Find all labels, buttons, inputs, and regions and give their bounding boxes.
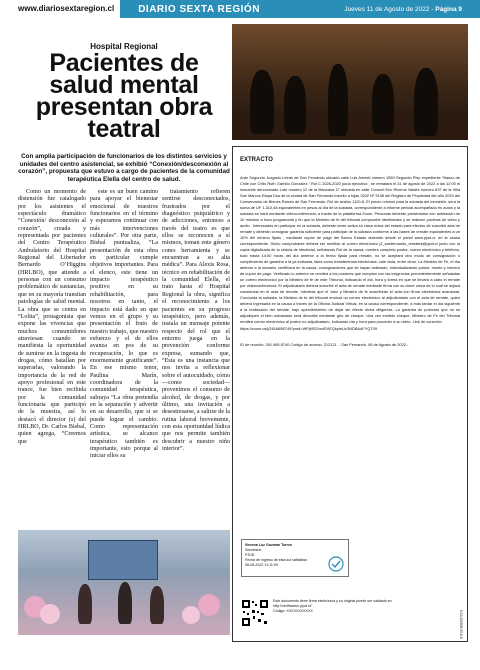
article-kicker: Hospital Regional <box>90 42 158 51</box>
validation-text: Este documento tiene firma electrónica y su original puede ser validado en <box>273 599 392 603</box>
signature-date: 08-08-2022 11:11:09 <box>245 563 278 567</box>
electronic-signature-box <box>241 539 349 577</box>
section-name: DIARIO SEXTA REGIÓN <box>138 3 260 15</box>
theater-performance-photo <box>232 24 468 140</box>
notice-body: Ante Segundo Juzgado Letras de San Fernando ubicado calle Luis Amesti número 1550 Segundo Piso expediente “Banco de Chile con Celis Ruth Garrido Gonzalez ” Rol C-1026-2020 juicio ejecutivo , se rematará el 31 de agosto de 2022 a las 12:00 el inmueble denominado Lote número 12 de la Manzana 17 ubicada en calle Coronel Eric Riveros Valdés número 837 de la Villa San Marcos Etapa Dos de la ciudad de San Fernando inscrito a fojas 3202 Nº 3158 del Registro de Propiedad del año 2019 del Conservador de Bienes Raíces de San Fernando. Rol de avalúo 1120-6. El precio mínimo para la subasta del inmueble, será la suma de UF 1.310,48 equivalentes en pesos al día de la subasta, correspondiente a informe pericial acompañado en autos y la subasta se hará mediante videoconferencia, a través de la plataforma Zoom. Personas deberán presentarse con antelación de 10 minutos a hora programada y fin que la Ministro de fe del tribunal compruebe identidades y se realicen pruebas de video y audio . Interesados en participar en la subasta, deberán tener activa su clave única del estado para efectos de suscribir acta de remate y deberán consignar garantía suficiente para participar de la subasta conforme a las bases de remate equivalentes a un 10% del mínimo fijado , mediante cupón de pago del Banco Estado obtenido desde el portal www.pjud.cl, en la causa correspondiente. Dicho comprobante deberá ser remitido al correo electrónico j2_sanfernando_remates@pjud.cl junto con la copia digitalizada de la cédula de identidad, señalando Rol de la causa, nombre completo postor, correo electrónico y teléfono, todo hasta 14:00 horas del día anterior a la fecha fijada para remate, no se aceptará otro modo de consignación o cumplimiento de garantía a la ya indicada, tales como transferencia electrónica, vale vista, entre otros. La Ministro de Fe, el día anterior a la subasta, certificará en la causa, consignaciones que se hayan realizado, individualizando postor, monto y número de cupón de pago. Verificado lo anterior se remitirá a los postores que cumplan con las exigencias precedentemente señaladas un correo electrónico por la Ministro de fe de este Tribunal, indicando el día, hora y forma en que se llevará a cabo el remate por videoconferencia. El adjudicatario deberá suscribir el acta de remate mediante firma con su clave única de lo cual se dejará constancia en el acta de remate, mientras que el Juez y Ministro de fe suscribirán el acta con firma electrónica avanzada. Concluida la subasta, la Ministro de fe del tribunal enviará un correo electrónico al adjudicatario con el acta de remate, quien deberá ingresarla en la causa a través de la Oficina Judicial Virtual, en la causa correspondiente, a más tardar el día siguiente a la realización del remate, bajo apercibimiento de dejar sin efecto dicha diligencia. La garantía de postores que no se adjudiquen el bien subastado será devuelta mediante giro de cheque. Una vez emitido cheque, Ministro de Fe del Tribunal remitirá correo electrónico al postor no adjudicatario, indicando día y hora para proceder a su retiro. Link de conexión <box>240 175 460 324</box>
article-column: este es un buen camino para apoyar el bienestar emocional de nuestros funcionarios en el término y esperamos continuar con más intervenciones culturales”. Por otra parte, Bisbal puntualiza, “La presentación de esta obra en particular cumple objetivos importantes. Para el elenco, este tiene un impacto terapéutico positivo en su rehabilitación, para nosotros en tanto, el impacto está dado en que vemos en el grupo y su presentación el fruto de nuestro trabajo, que nuestro esfuerzo y el de ellos avanza en pos de su recuperación, lo que es enormemente gratificante”. En ese mismo tenor, Paulina Marín, coordinadora de la comunidad terapéutica, subraya “La obra pretendía en la separación y advertir en su desarrollo, que si se puede lograr el cambio. Como representación artística, se alcance terapéutico también es importante, esto porque al iniciar ellos su <box>90 189 158 460</box>
notice-title: EXTRACTO <box>240 157 273 163</box>
document-side-id: V-10-220809-05-8-8 <box>459 610 463 639</box>
balloon-decoration <box>198 594 220 616</box>
performer-figure <box>78 584 92 624</box>
notice-footer: ID de reunión: 261 665 8740 Código de acceso: 212121 .- San Fernando, 08 de Agosto de 2022.- <box>240 342 409 347</box>
article-column: tratamiento refieren sentirse desconectados, frustrados por el diagnóstico psiquiátrico y de adicciones, entonces a través del teatro es que ellos se reconocen a sí mismos, toman ente género como herramienta y se encuentran a su alta médica”. Para Alexis Rosa, técnico en rehabilitación de la comunidad Elella, el trato hasta el Hospital Regional la obra, significa el reconocimiento a los pacientes en su progreso terapéutico, pero además, instala un mensaje potente respecto del rol que el entorno juega en la prevención conforme expresa, sumando que, “Esta es una instancia que nos invita a reflexionar sobre el autocuidado, cómo —como sociedad— prevenimos el consumo de alcohol, de drogas, y por último, una invitación a desestresarse, a salirse de la rutina laboral brevemente, con esta oportunidad lúdica que nos permite también descubrir a nuestro niño interior”. <box>162 189 230 453</box>
page-number: Página 9 <box>435 5 462 13</box>
performer-figure <box>250 70 274 134</box>
qr-code-icon[interactable] <box>241 599 269 627</box>
validation-code: Código: XXXXXXXXXXX <box>273 609 313 613</box>
balloon-decoration <box>40 604 60 624</box>
zoom-link[interactable]: https://zoom.us/j/2616658749?pwd=WFjMS2hxdDVEQkpIeUc3NDB4clFYQT09 <box>240 326 377 331</box>
performer-figure <box>414 68 438 136</box>
digital-validation <box>241 599 459 627</box>
article-headline: Pacientes de salud mental presentan obra teatral <box>35 49 213 143</box>
legal-notice-box <box>232 146 468 642</box>
performer-figure <box>150 586 164 624</box>
signature-seal-icon <box>328 556 344 572</box>
article-body <box>18 189 230 529</box>
performer-figure <box>372 74 394 134</box>
performer-figure <box>118 582 132 624</box>
signer-name: Ximena Luz Guzmán Torres <box>245 543 293 547</box>
balloon-decoration <box>182 606 200 624</box>
article-column: Como un momento de distensión fue catalogado por los asistentes el espectáculo dramático “Conexión/ desconexión al corazón”, creada y representada por pacientes del Centro Terapéutico Ambulatorio del Hospital Regional del Libertador Bernardo O’Higgins (HRLBO), que atiende a personas con un consumo problemático de sustancias, que en su mayoría transitan patologías de salud mental. La obra que se centra en “Lolita”, protagonista que expone las vivencias que muchos consumidores atraviesan cuando se manifiesta la oportunidad de sumirse en la ingesta de drogas, cómo batallan por superarlas, valorando la importancia de la red de apoyo profesional en este trance, fue bien recibida por la comunidad funcionaria que participó de la muestra, así lo destacó el director (s) del HRLBO, Dr. Carlos Bisbal, quien agrega, “Creemos que <box>18 189 86 445</box>
issue-date: Jueves 11 de Agosto de 2022 - Página 9 <box>344 5 462 13</box>
article-deck: Con amplia participación de funcionarios de los distintos servicios y unidades del centro asistencial, se exhibió “Conexión/desconexión al corazón”, propuesta que estuvo a cargo de pacientes de la comunidad terapéutica Elella del centro de salud. <box>18 153 230 183</box>
projection-screen <box>88 540 158 580</box>
audience-stage-photo <box>18 530 230 635</box>
signature-date-line: Fecha de ingreso de esta sol satisfaba: <box>245 558 308 562</box>
signer-org: PJUD <box>245 553 255 557</box>
signer-role: Secretario <box>245 548 262 552</box>
performer-figure <box>328 64 348 136</box>
validation-url[interactable]: http://verificadoc.pjud.cl/ <box>273 604 312 608</box>
page-header <box>0 0 480 18</box>
site-url[interactable]: www.diariosextaregion.cl <box>0 0 120 18</box>
performer-figure <box>284 76 306 134</box>
